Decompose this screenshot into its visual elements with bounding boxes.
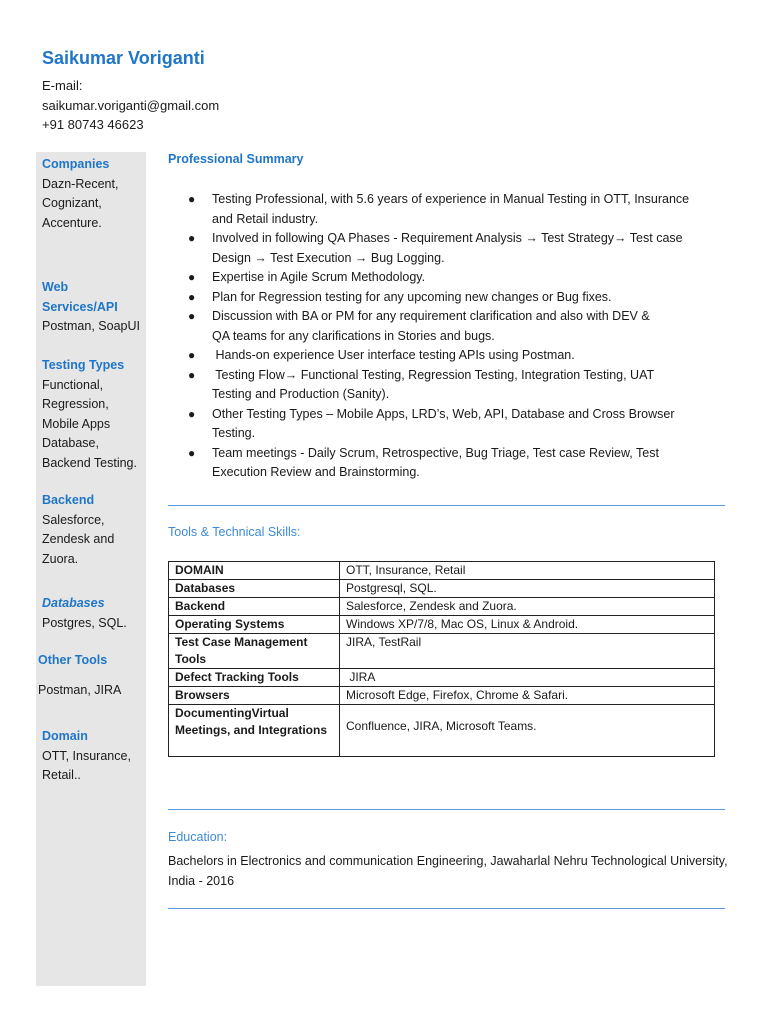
table-value-cell: Salesforce, Zendesk and Zuora. <box>340 598 715 616</box>
list-item-text: Other Testing Types – Mobile Apps, LRD’s, Web, API, Database and Cross Browser <box>212 406 675 421</box>
sidebar-section-companies <box>42 155 146 233</box>
table-value-cell: Windows XP/7/8, Mac OS, Linux & Android. <box>340 616 715 634</box>
sidebar-text: Mobile Apps <box>42 416 111 431</box>
sidebar-text: Zuora. <box>42 551 79 566</box>
bullet-icon: ● <box>188 348 196 362</box>
bullet-icon: ● <box>188 367 196 382</box>
sidebar-text: Postman, JIRA <box>38 682 122 697</box>
list-item <box>168 229 708 268</box>
sidebar-section-other-tools <box>38 651 142 700</box>
education-line: India - 2016 <box>168 873 235 888</box>
table-key-cell <box>169 634 340 669</box>
list-item-text: Design → Test Execution → Bug Logging. <box>212 250 445 265</box>
bullet-icon: ● <box>188 309 196 323</box>
sidebar-heading: Domain <box>42 729 88 743</box>
candidate-name: Saikumar Voriganti <box>42 48 205 68</box>
table-key-line: Meetings, and Integrations <box>175 723 328 737</box>
table-value-cell: OTT, Insurance, Retail <box>340 562 715 580</box>
sidebar-text: Zendesk and <box>42 532 115 546</box>
table-key-cell: Backend <box>169 598 340 616</box>
sidebar-section-web-services <box>42 278 146 337</box>
table-row <box>169 598 715 616</box>
table-key-cell: Defect Tracking Tools <box>169 669 340 687</box>
table-value-cell: Postgresql, SQL. <box>340 580 715 598</box>
bullet-icon: ● <box>188 445 196 460</box>
sidebar-heading: Services/API <box>42 299 118 314</box>
table-key-cell: Browsers <box>169 687 340 705</box>
list-item-text: Testing. <box>212 426 256 440</box>
sidebar-text: Postman, SoapUI <box>42 319 140 333</box>
sidebar-text: Retail.. <box>42 768 81 782</box>
sidebar-heading: Testing Types <box>42 358 125 372</box>
section-divider <box>168 908 725 909</box>
table-key-line: Tools <box>175 652 207 666</box>
table-row <box>169 634 715 669</box>
sidebar-text: Functional, <box>42 377 104 392</box>
table-key-cell: Operating Systems <box>169 616 340 634</box>
sidebar-text: Regression, <box>42 397 109 411</box>
table-key-cell <box>169 705 340 757</box>
sidebar-text: Salesforce, <box>42 512 105 527</box>
bullet-icon: ● <box>188 289 196 304</box>
section-title-summary: Professional Summary <box>168 152 304 166</box>
list-item <box>168 268 708 288</box>
section-divider <box>168 505 725 506</box>
summary-list <box>168 190 708 483</box>
phone-number: +91 80743 46623 <box>42 117 144 132</box>
sidebar-text: Postgres, SQL. <box>42 615 127 630</box>
sidebar-section-backend <box>42 491 146 569</box>
table-row <box>169 669 715 687</box>
bullet-icon: ● <box>188 192 196 206</box>
list-item-text: Involved in following QA Phases - Requirement Analysis → Test Strategy→ Test case <box>212 231 683 245</box>
list-item-text: Team meetings - Daily Scrum, Retrospective, Bug Triage, Test case Review, Test <box>212 445 659 460</box>
sidebar-text: Database, <box>42 436 99 450</box>
sidebar-section-testing-types <box>42 356 146 473</box>
list-item <box>168 307 708 346</box>
list-item <box>168 346 708 366</box>
list-item-text: and Retail industry. <box>212 211 319 226</box>
table-key-cell: DOMAIN <box>169 562 340 580</box>
table-row <box>169 687 715 705</box>
bullet-icon: ● <box>188 231 196 245</box>
list-item-text: Plan for Regression testing for any upcoming new changes or Bug fixes. <box>212 289 612 304</box>
list-item <box>168 444 708 483</box>
table-key-line: Test Case Management <box>175 635 308 649</box>
section-title-education: Education: <box>168 830 228 844</box>
list-item-text: Execution Review and Brainstorming. <box>212 465 420 479</box>
email-address[interactable]: saikumar.voriganti@gmail.com <box>42 97 220 113</box>
education-text <box>168 852 738 891</box>
sidebar-text: OTT, Insurance, <box>42 748 131 763</box>
list-item-text: Testing Flow→ Functional Testing, Regression Testing, Integration Testing, UAT <box>212 367 655 382</box>
sidebar-heading: Companies <box>42 157 110 171</box>
list-item <box>168 190 708 229</box>
bullet-icon: ● <box>188 406 196 421</box>
sidebar-section-databases <box>42 594 146 633</box>
sidebar-heading: Web <box>42 280 69 294</box>
table-row <box>169 562 715 580</box>
sidebar-text: Accenture. <box>42 215 102 230</box>
list-item-text: Testing Professional, with 5.6 years of experience in Manual Testing in OTT, Insurance <box>212 192 690 206</box>
email-label: E-mail: <box>42 78 83 93</box>
sidebar-heading: Databases <box>42 596 105 610</box>
table-value-cell: Microsoft Edge, Firefox, Chrome & Safari. <box>340 687 715 705</box>
section-divider <box>168 809 725 810</box>
contact-info <box>42 76 219 135</box>
table-key-line: DocumentingVirtual <box>175 706 289 720</box>
list-item-text: Expertise in Agile Scrum Methodology. <box>212 270 426 284</box>
section-title-skills: Tools & Technical Skills: <box>168 525 301 539</box>
list-item <box>168 366 708 405</box>
list-item <box>168 405 708 444</box>
list-item <box>168 288 708 308</box>
table-row <box>169 580 715 598</box>
sidebar-text: Dazn-Recent, <box>42 176 119 191</box>
list-item-text: Testing and Production (Sanity). <box>212 387 390 401</box>
list-item-text: Discussion with BA or PM for any requirement clarification and also with DEV & <box>212 309 650 323</box>
skills-table <box>168 561 715 757</box>
table-key-cell: Databases <box>169 580 340 598</box>
sidebar-text: Backend Testing. <box>42 455 137 470</box>
sidebar-section-domain <box>42 727 146 786</box>
education-line: Bachelors in Electronics and communication Engineering, Jawaharlal Nehru Technological University, <box>168 854 728 868</box>
table-value-cell: JIRA <box>340 669 715 687</box>
bullet-icon: ● <box>188 270 196 284</box>
sidebar-text: Cognizant, <box>42 196 102 210</box>
table-row <box>169 705 715 757</box>
list-item-text: Hands-on experience User interface testing APIs using Postman. <box>212 348 575 362</box>
table-value-cell: Confluence, JIRA, Microsoft Teams. <box>340 705 715 757</box>
table-row <box>169 616 715 634</box>
sidebar-heading: Other Tools <box>38 653 108 667</box>
sidebar-heading: Backend <box>42 493 95 507</box>
table-value-cell: JIRA, TestRail <box>340 634 715 669</box>
list-item-text: QA teams for any clarifications in Stories and bugs. <box>212 328 495 343</box>
